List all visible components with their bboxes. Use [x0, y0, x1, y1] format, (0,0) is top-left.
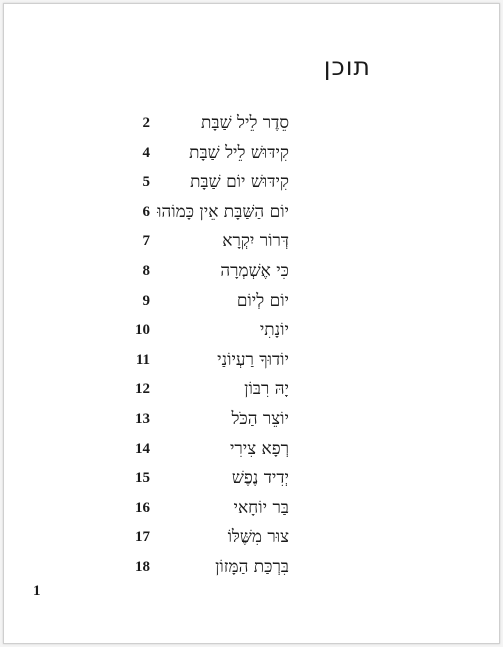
- toc-entry-page: 4: [142, 144, 150, 161]
- toc-row: [4, 406, 499, 436]
- toc-row: [4, 199, 499, 229]
- page-number: 1: [33, 583, 41, 599]
- toc-entry-page: 10: [135, 322, 150, 339]
- page-title: תוכן: [323, 52, 371, 81]
- toc-entry-name: יוֹם הַשַּׁבָּת אֵין כָּמוֹהוּ: [157, 201, 289, 222]
- toc-row: [4, 554, 499, 584]
- toc-entry-page: 9: [142, 292, 150, 309]
- toc-row: [4, 228, 499, 258]
- toc-row: [4, 524, 499, 554]
- toc-entry-name: יוֹם לְיוֹם: [236, 290, 289, 311]
- toc-entry-page: 17: [135, 529, 150, 546]
- toc-row: [4, 110, 499, 140]
- toc-row: [4, 288, 499, 318]
- toc-entry-name: קִידּוּשׁ לֵיל שַׁבָּת: [189, 142, 289, 163]
- toc-entry-name: כִּי אֶשְׁמְרָה: [220, 260, 289, 281]
- toc-row: [4, 258, 499, 288]
- toc-entry-page: 11: [135, 351, 150, 368]
- toc-entry-name: יָהּ רִבּוֹן: [244, 379, 289, 400]
- toc-entry-name: קִידּוּשׁ יוֹם שַׁבָּת: [190, 172, 289, 193]
- toc-entry-page: 13: [135, 410, 150, 427]
- toc-entry-name: בִּרְכַּת הַמָּזוֹן: [215, 556, 289, 577]
- toc-row: [4, 465, 499, 495]
- toc-entry-name: יוֹצֵר הַכֹּל: [231, 408, 289, 429]
- toc-entry-name: סֵדֶר לֵיל שַׁבָּת: [201, 113, 289, 133]
- toc-entry-page: 5: [142, 174, 150, 191]
- toc-entry-page: 7: [142, 233, 150, 250]
- toc-entry-name: יְדִיד נֶפֶשׁ: [231, 468, 289, 489]
- toc-row: [4, 436, 499, 466]
- toc-entry-page: 18: [135, 558, 150, 575]
- toc-entry-name: רְפָא צִירִי: [229, 438, 289, 459]
- toc-entry-name: דְּרוֹר יִקְרָא: [222, 231, 289, 252]
- toc-entry-page: 8: [142, 262, 150, 279]
- toc-row: [4, 376, 499, 406]
- toc-entry-page: 15: [135, 470, 150, 487]
- toc-row: [4, 169, 499, 199]
- toc-entry-name: יוֹנָתִי: [259, 320, 289, 341]
- toc-entry-page: 14: [135, 440, 150, 457]
- toc-entry-name: יוֹדוּךָ רַעְיוֹנַי: [217, 349, 289, 370]
- toc-row: [4, 495, 499, 525]
- toc-entry-page: 6: [142, 203, 150, 220]
- toc-row: [4, 140, 499, 170]
- toc-entry-page: 16: [135, 499, 150, 516]
- document-page: [3, 3, 500, 644]
- toc-row: [4, 347, 499, 377]
- toc-entry-name: צוּר מִשֶּׁלּוֹ: [227, 527, 289, 548]
- toc-entry-page: 2: [142, 115, 150, 131]
- toc-row: [4, 317, 499, 347]
- table-of-contents: [4, 110, 499, 584]
- toc-entry-name: בַּר יוֹחָאי: [233, 497, 289, 518]
- toc-entry-page: 12: [135, 381, 150, 398]
